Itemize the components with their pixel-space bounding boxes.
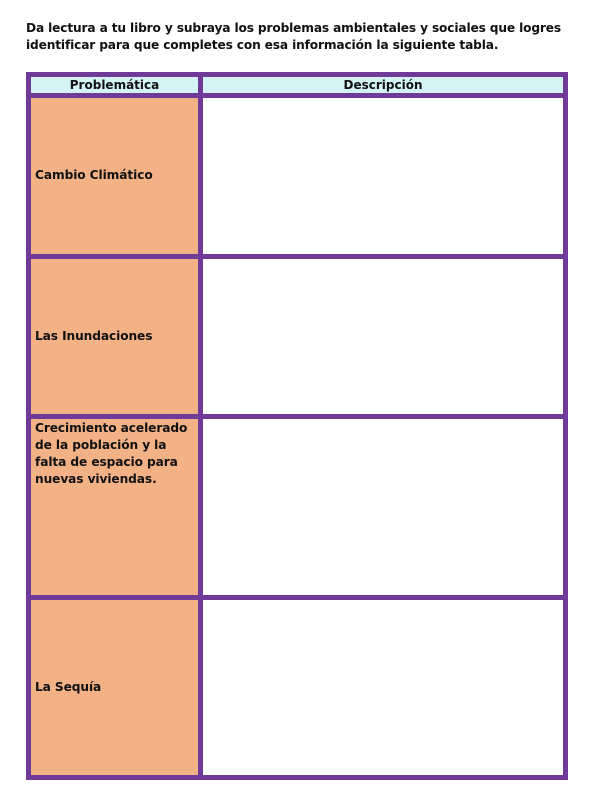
- problem-cell-inundaciones: Las Inundaciones: [29, 256, 201, 417]
- description-cell-crecimiento-poblacion[interactable]: [201, 417, 566, 597]
- problem-cell-sequia: La Sequía: [29, 597, 201, 777]
- problem-cell-cambio-climatico: Cambio Climático: [29, 96, 201, 257]
- table-row: [29, 256, 566, 417]
- description-cell-sequia[interactable]: [201, 597, 566, 777]
- problems-table: [26, 72, 568, 780]
- description-cell-inundaciones[interactable]: [201, 256, 566, 417]
- table-row: [29, 417, 566, 597]
- description-cell-cambio-climatico[interactable]: [201, 96, 566, 257]
- header-problematica: Problemática: [29, 75, 201, 96]
- instructions-text: Da lectura a tu libro y subraya los problemas ambientales y sociales que logres identificar para que completes con esa información la siguiente tabla.: [26, 21, 562, 52]
- header-descripcion: Descripción: [201, 75, 566, 96]
- table-header-row: [29, 75, 566, 96]
- table-row: [29, 597, 566, 777]
- problem-cell-crecimiento-poblacion: Crecimiento acelerado de la población y la falta de espacio para nuevas viviendas.: [29, 417, 201, 597]
- table-row: [29, 96, 566, 257]
